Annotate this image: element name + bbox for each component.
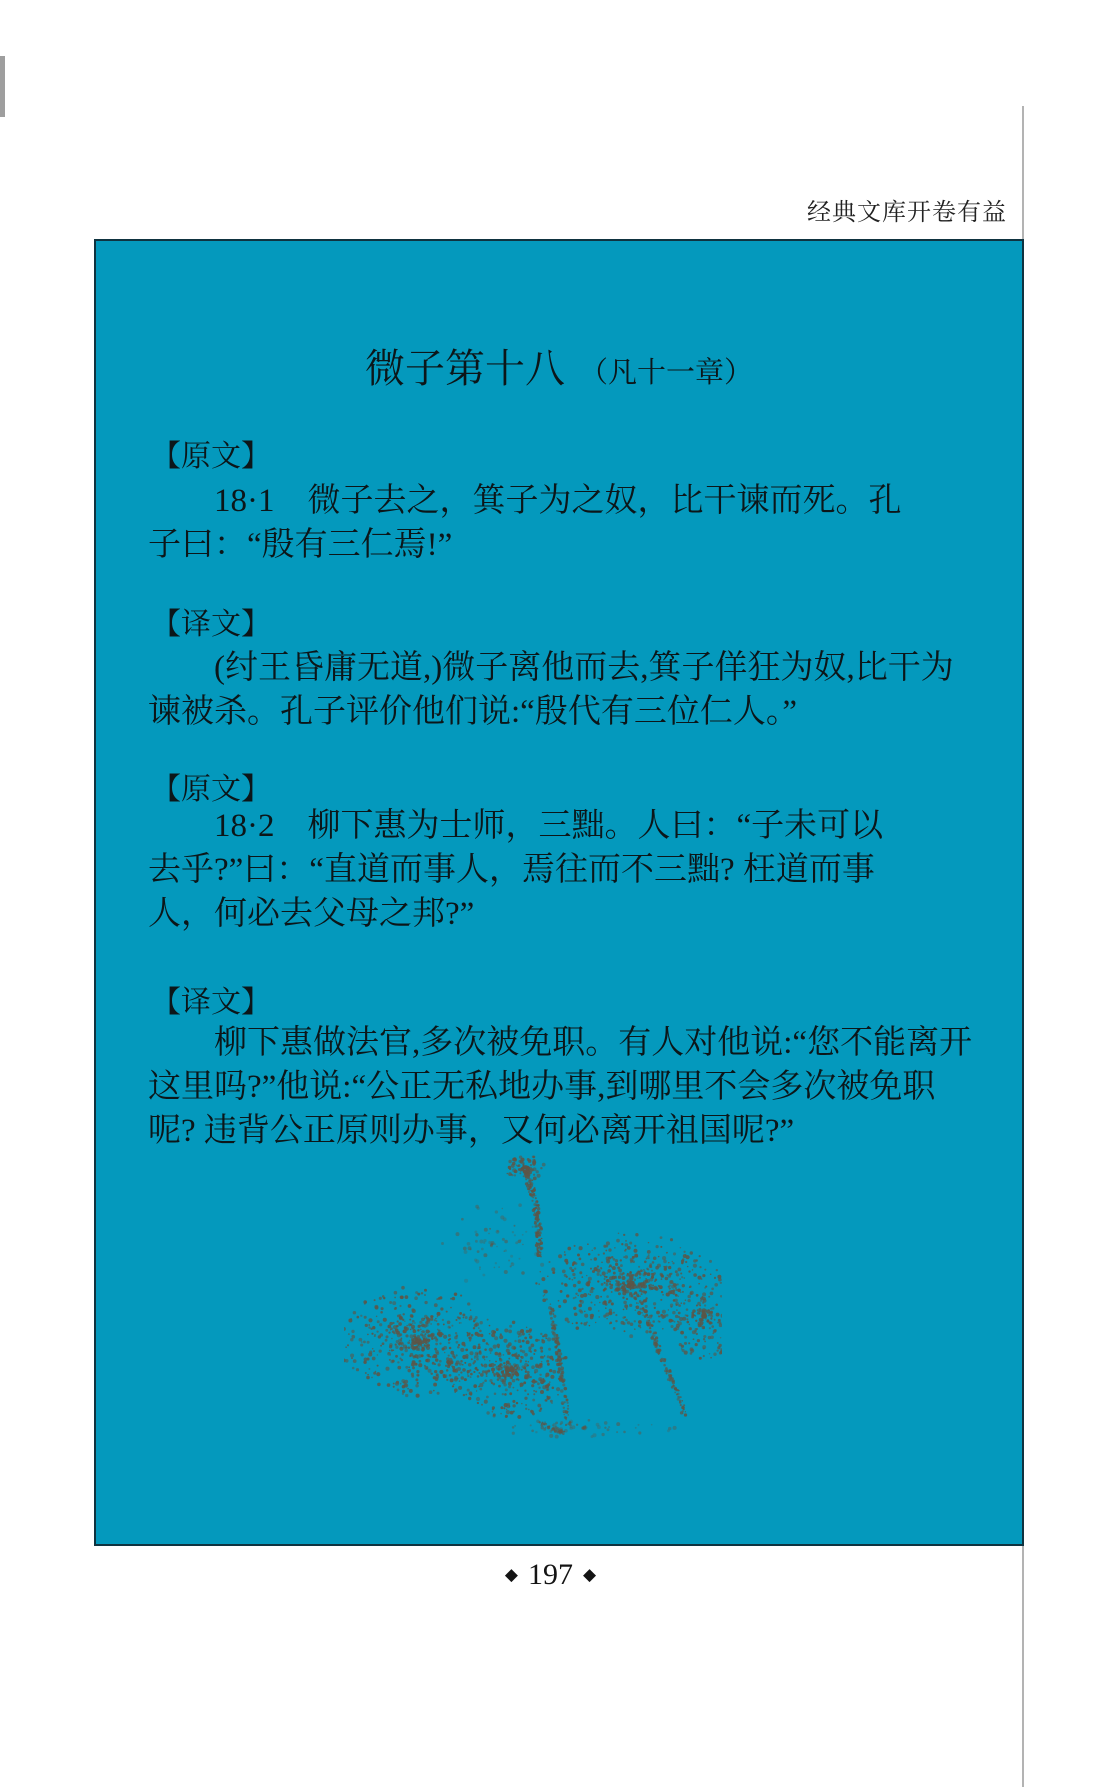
page-number-value: 197: [528, 1558, 573, 1591]
section-label: 【原文】: [151, 773, 271, 806]
section-paragraph: [148, 479, 958, 567]
section-paragraph: [148, 1021, 973, 1153]
section-paragraph: [148, 804, 958, 936]
text-line: 子曰：“殷有三仁焉!”: [148, 527, 453, 563]
section-paragraph: [148, 646, 958, 734]
text-line: 18·2 柳下惠为士师，三黜。人曰：“子未可以: [214, 808, 884, 844]
page-number: [0, 1558, 1101, 1592]
chapter-title-note: （凡十一章）: [578, 357, 753, 389]
text-line: 谏被杀。孔子评价他们说:“殷代有三位仁人。”: [148, 694, 797, 730]
text-line: 柳下惠做法官,多次被免职。有人对他说:“您不能离开: [214, 1025, 973, 1061]
content-panel: [94, 239, 1024, 1546]
text-line: 18·1 微子去之，箕子为之奴，比干谏而死。孔: [214, 483, 902, 519]
text-line: (纣王昏庸无道,)微子离他而去,箕子佯狂为奴,比干为: [214, 650, 954, 686]
section-label: 【原文】: [151, 440, 271, 473]
text-line: 这里吗?”他说:“公正无私地办事,到哪里不会多次被免职: [148, 1069, 936, 1105]
scan-spine-mark: [0, 56, 5, 117]
text-line: 人，何必去父母之邦?”: [148, 896, 475, 932]
diamond-icon: ◆: [583, 1565, 597, 1584]
diamond-icon: ◆: [504, 1565, 518, 1584]
ostrich-illustration: [344, 1152, 722, 1442]
section-label: 【译文】: [151, 986, 271, 1019]
chapter-title: [96, 337, 1022, 394]
ostrich-illustration-svg: [344, 1152, 722, 1442]
running-header: 经典文库开卷有益: [807, 200, 1007, 226]
text-line: 去乎?”曰：“直道而事人，焉往而不三黜? 枉道而事: [148, 852, 875, 888]
chapter-title-main: 微子第十八: [364, 346, 565, 391]
text-line: 呢? 违背公正原则办事，又何必离开祖国呢?”: [148, 1113, 795, 1149]
section-label: 【译文】: [151, 608, 271, 641]
